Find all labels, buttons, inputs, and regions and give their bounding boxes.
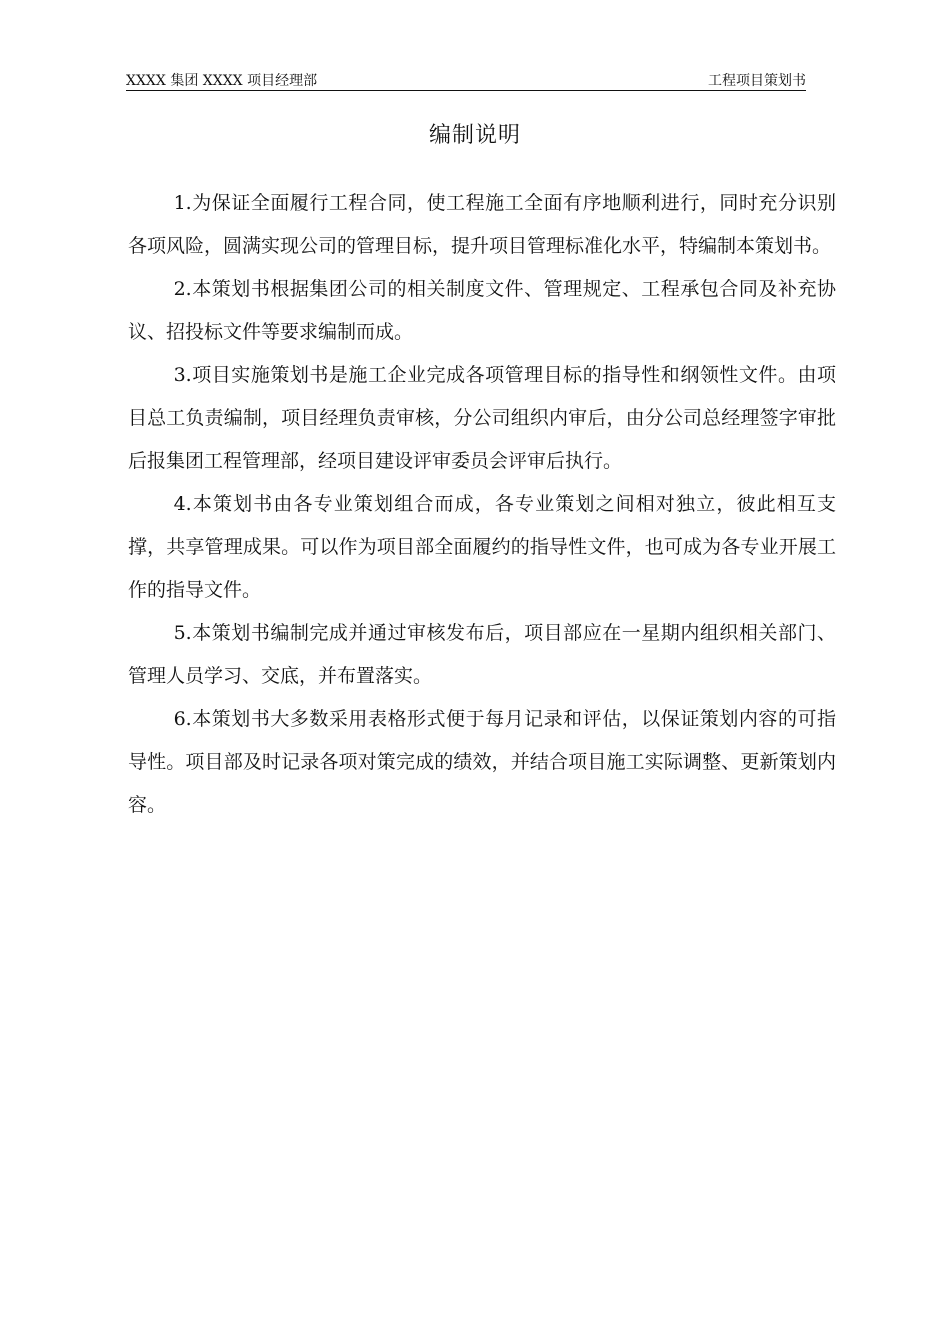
paragraph-2: 2.本策划书根据集团公司的相关制度文件、管理规定、工程承包合同及补充协议、招投标文件等要求编制而成。 (128, 278, 836, 343)
running-header (126, 70, 806, 91)
header-right-text: 工程项目策划书 (708, 73, 806, 89)
paragraph-5: 5.本策划书编制完成并通过审核发布后，项目部应在一星期内组织相关部门、管理人员学习、交底，并布置落实。 (128, 622, 836, 687)
document-body (128, 182, 836, 827)
header-left-text: XXXX 集团 XXXX 项目经理部 (126, 73, 318, 89)
paragraph-4: 4.本策划书由各专业策划组合而成，各专业策划之间相对独立，彼此相互支撑，共享管理成果。可以作为项目部全面履约的指导性文件，也可成为各专业开展工作的指导文件。 (128, 493, 836, 601)
paragraph-3: 3.项目实施策划书是施工企业完成各项管理目标的指导性和纲领性文件。由项目总工负责编制，项目经理负责审核，分公司组织内审后，由分公司总经理签字审批后报集团工程管理部，经项目建设评审委员会评审后执行。 (128, 364, 836, 472)
paragraph-1: 1.为保证全面履行工程合同，使工程施工全面有序地顺利进行，同时充分识别各项风险，圆满实现公司的管理目标，提升项目管理标准化水平，特编制本策划书。 (128, 192, 836, 257)
page-title: 编制说明 (428, 123, 521, 148)
paragraph-6: 6.本策划书大多数采用表格形式便于每月记录和评估，以保证策划内容的可指导性。项目部及时记录各项对策完成的绩效，并结合项目施工实际调整、更新策划内容。 (128, 708, 836, 816)
